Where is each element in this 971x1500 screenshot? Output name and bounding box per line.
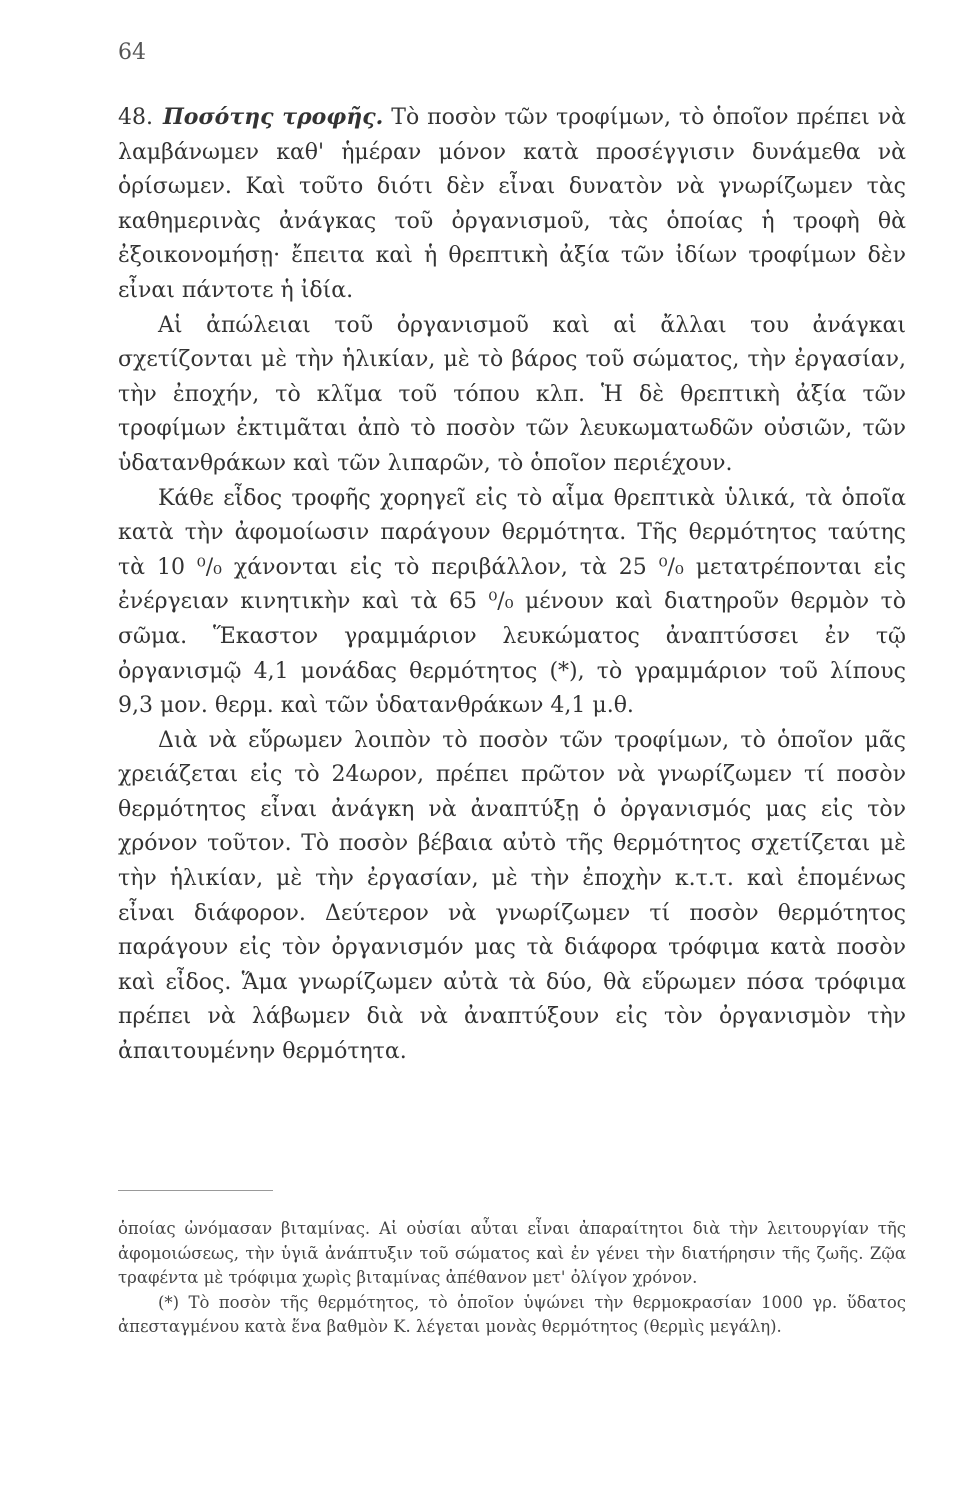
paragraph-4: Διὰ νὰ εὕρωμεν λοιπὸν τὸ ποσὸν τῶν τροφίμων, τὸ ὁποῖον μᾶς χρειάζεται εἰς τὸ 24ωρον, πρέπει πρῶτον νὰ γνωρίζωμεν τί ποσὸν θερμότητος εἶναι ἀνάγκη νὰ ἀναπτύξῃ ὁ ὀργανισμός μας εἰς τὸν χρόνον τοῦτον. Τὸ ποσὸν βέβαια αὐτὸ τῆς θερμότητος σχετίζεται μὲ τὴν ἡλικίαν, μὲ τὴν ἐργασίαν, μὲ τὴν ἐποχὴν κ.τ.τ. καὶ ἑπομένως εἶναι διάφορον. Δεύτερον νὰ γνωρίζωμεν τί ποσὸν θερμότητος παράγουν εἰς τὸν ὀργανισμόν μας τὰ διάφορα τρόφιμα κατὰ ποσὸν καὶ εἶδος. Ἅμα γνωρίζωμεν αὐτὰ τὰ δύο, θὰ εὕρωμεν πόσα τρόφιμα πρέπει νὰ λάβωμεν διὰ νὰ ἀναπτύξουν εἰς τὸν ὀργανισμὸν τὴν ἀπαιτουμένην θερμότητα. bbox=[118, 727, 906, 1065]
footnote-heat-unit: (*) Τὸ ποσὸν τῆς θερμότητος, τὸ ὁποῖον ὑψώνει τὴν θερμοκρασίαν 1000 γρ. ὕδατος ἀπεσταγμένου κατὰ ἕνα βαθμὸν Κ. λέγεται μονὰς θερμότητος (θερμὶς μεγάλη). bbox=[118, 1292, 906, 1336]
paragraph-1 bbox=[118, 100, 906, 309]
page-number: 64 bbox=[118, 40, 146, 65]
footnote-continuation: ὁποίας ὠνόμασαν βιταμίνας. Αἱ οὐσίαι αὗται εἶναι ἀπαραίτητοι διὰ τὴν λειτουργίαν τῆς ἀφομοιώσεως, τὴν ὑγιᾶ ἀνάπτυξιν τοῦ σώματος καὶ ἐν γένει τὴν διατήρησιν τῆς ζωῆς. Ζῷα τραφέντα μὲ τρόφιμα χωρὶς βιταμίνας ἀπέθανον μετ' ὀλίγον χρόνον. bbox=[118, 1219, 906, 1287]
footnotes bbox=[118, 1217, 906, 1340]
section-number: 48. bbox=[118, 105, 153, 130]
paragraph-2: Αἱ ἀπώλειαι τοῦ ὀργανισμοῦ καὶ αἱ ἄλλαι του ἀνάγκαι σχετίζονται μὲ τὴν ἡλικίαν, μὲ τὸ βάρος τοῦ σώματος, τὴν ἐργασίαν, τὴν ἐποχήν, τὸ κλῖμα τοῦ τόπου κλπ. Ἡ δὲ θρεπτικὴ ἀξία τῶν τροφίμων ἐκτιμᾶται ἀπὸ τὸ ποσὸν τῶν λευκωματωδῶν οὐσιῶν, τῶν ὑδατανθράκων καὶ τῶν λιπαρῶν, τὸ ὁποῖον περιέχουν. bbox=[118, 312, 906, 476]
footnote-divider bbox=[118, 1190, 273, 1191]
main-text bbox=[118, 100, 906, 1070]
paragraph-3: Κάθε εἶδος τροφῆς χορηγεῖ εἰς τὸ αἷμα θρεπτικὰ ὑλικά, τὰ ὁποῖα κατὰ τὴν ἀφομοίωσιν παράγουν θερμότητα. Τῆς θερμότητος ταύτης τὰ 10 ⁰/₀ χάνονται εἰς τὸ περιβάλλον, τὰ 25 ⁰/₀ μετατρέπονται εἰς ἐνέργειαν κινητικὴν καὶ τὰ 65 ⁰/₀ μένουν καὶ διατηροῦν θερμὸν τὸ σῶμα. Ἕκαστον γραμμάριον λευκώματος ἀναπτύσσει ἐν τῷ ὀργανισμῷ 4,1 μονάδας θερμότητος (*), τὸ γραμμάριον τοῦ λίπους 9,3 μον. θερμ. καὶ τῶν ὑδατανθράκων 4,1 μ.θ. bbox=[118, 485, 906, 719]
section-title: Ποσότης τροφῆς. bbox=[163, 104, 384, 130]
paragraph-1-text: Τὸ ποσὸν τῶν τροφίμων, τὸ ὁποῖον πρέπει νὰ λαμβάνωμεν καθ' ἡμέραν μόνον κατὰ προσέγγισιν δυνάμεθα νὰ ὁρίσωμεν. Καὶ τοῦτο διότι δὲν εἶναι δυνατὸν νὰ γνωρίζωμεν τὰς καθημερινὰς ἀνάγκας τοῦ ὀργανισμοῦ, τὰς ὁποίας ἡ τροφὴ θὰ ἐξοικονομήσῃ· ἔπειτα καὶ ἡ θρεπτικὴ ἀξία τῶν ἰδίων τροφίμων δὲν εἶναι πάντοτε ἡ ἰδία. bbox=[118, 105, 906, 303]
